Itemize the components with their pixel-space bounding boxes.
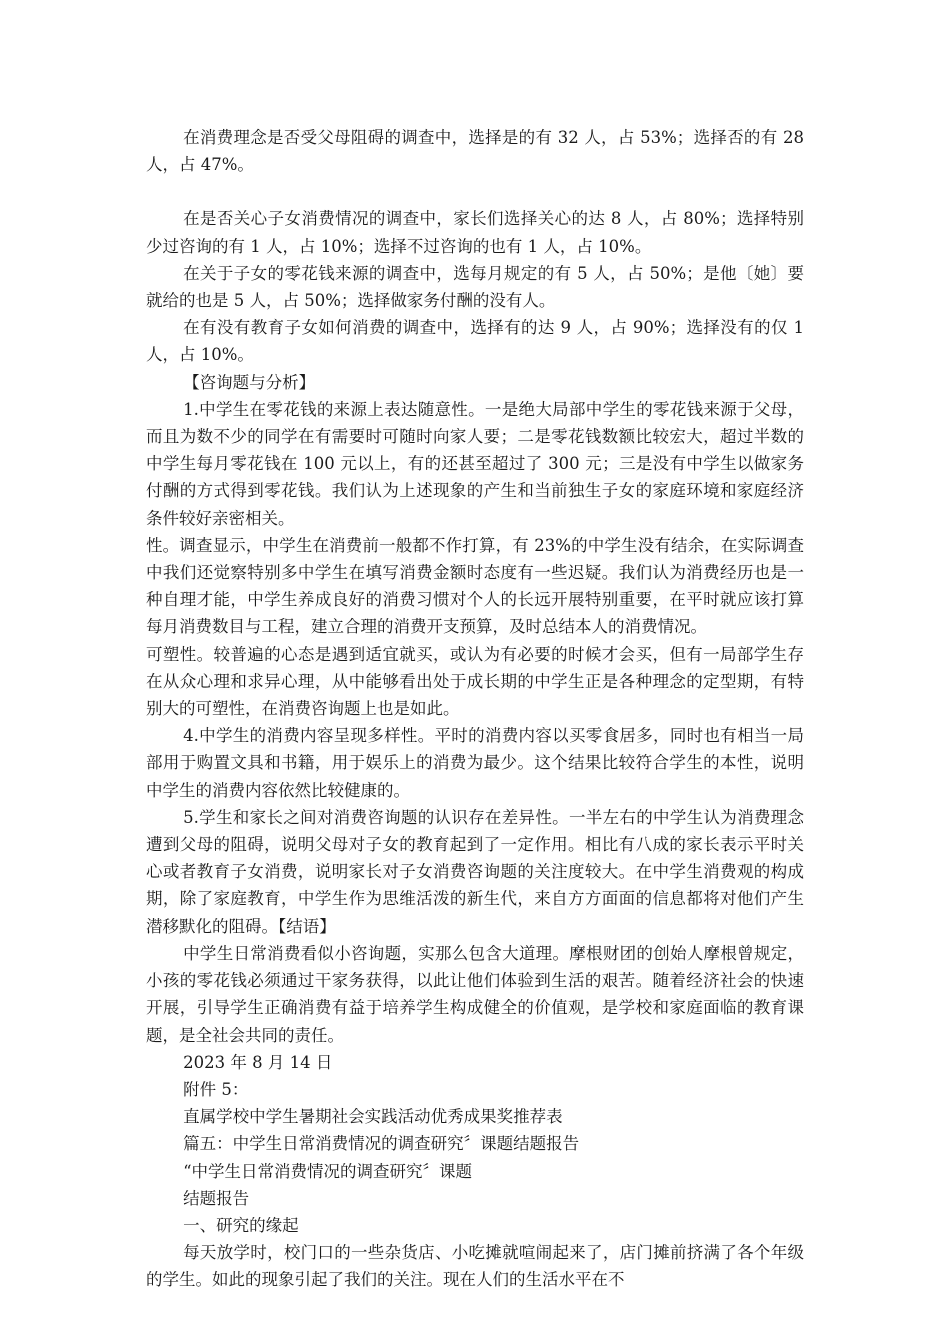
section-heading-origin: 一、研究的缘起 (183, 1215, 299, 1235)
paragraph-conclusion: 中学生日常消费看似小咨询题，实那么包含大道理。摩根财团的创始人摩根曾规定，小孩的零花钱必须通过干家务获得，以此让他们体验到生活的艰苦。随着经济社会的快速开展，引导学生正确消费有益于培养学生构成健全的价值观，是学校和家庭面临的教育课题，是全社会共同的责任。 (146, 943, 804, 1045)
paragraph-parent-care-survey: 在是否关心子女消费情况的调查中，家长们选择关心的达 8 人，占 80%；选择特别少过咨询的有 1 人，占 10%；选择不过咨询的也有 1 人，占 10%。 (146, 209, 805, 256)
paragraph-analysis-plasticity: 可塑性。较普遍的心态是遇到适宜就买，或认为有必要的时候才会买，但有一局部学生存在从众心理和求异心理，从中能够看出处于成长期的中学生正是各种理念的定型期，有特别大的可塑性，在消费咨询题上也是如此。 (146, 644, 804, 719)
report-title-line1: “中学生日常消费情况的调查研究〞课题 (183, 1161, 473, 1181)
paragraph-education-survey: 在有没有教育子女如何消费的调查中，选择有的达 9 人，占 90%；选择没有的仅 1 人，占 10%。 (146, 318, 804, 365)
date-line: 2023 年 8 月 14 日 (183, 1052, 333, 1072)
paragraph-parent-influence-survey: 在消费理念是否受父母阻碍的调查中，选择是的有 32 人，占 53%；选择否的有 28 人，占 47%。 (146, 128, 804, 175)
chapter-five-title: 篇五：中学生日常消费情况的调查研究〞课题结题报告 (183, 1134, 580, 1154)
attachment-label: 附件 5： (183, 1079, 249, 1099)
section-heading-analysis: 【咨询题与分析】 (183, 372, 316, 392)
paragraph-analysis-4: 4.中学生的消费内容呈现多样性。平时的消费内容以买零食居多，同时也有相当一局部用于购置文具和书籍，用于娱乐上的消费为最少。这个结果比较符合学生的本性，说明中学生的消费内容依然比较健康的。 (146, 726, 804, 800)
paragraph-analysis-1: 1.中学生在零花钱的来源上表达随意性。一是绝大局部中学生的零花钱来源于父母，而且为数不少的同学在有需要时可随时向家人要；二是零花钱数额比较宏大，超过半数的中学生每月零花钱在 100 元以上，有的还甚至超过了 300 元；三是没有中学生以做家务付酬的方式得到零花钱。我们认为上述现象的产生和当前独生子女的家庭环境和家庭经济条件较好亲密相关。 (146, 399, 804, 528)
blank-line (146, 178, 804, 205)
recommendation-form-title: 直属学校中学生暑期社会实践活动优秀成果奖推荐表 (183, 1107, 563, 1127)
paragraph-analysis-5: 5.学生和家长之间对消费咨询题的认识存在差异性。一半左右的中学生认为消费理念遭到父母的阻碍，说明父母对子女的教育起到了一定作用。相比有八成的家长表示平时关心或者教育子女消费，说明家长对子女消费咨询题的关注度较大。在中学生消费观的构成期，除了家庭教育，中学生作为思维活泼的新生代，来自方方面面的信息都将对他们产生潜移默化的阻碍。【结语】 (146, 807, 804, 936)
paragraph-origin: 每天放学时，校门口的一些杂货店、小吃摊就喧闹起来了，店门摊前挤满了各个年级的学生。如此的现象引起了我们的关注。现在人们的生活水平在不 (146, 1243, 804, 1290)
paragraph-analysis-planning: 性。调查显示，中学生在消费前一般都不作打算，有 23%的中学生没有结余，在实际调查中我们还觉察特别多中学生在填写消费金额时态度有一些迟疑。我们认为消费经历也是一种自理才能，中学生养成良好的消费习惯对个人的长远开展特别重要，在平时就应该打算每月消费数目与工程，建立合理的消费开支预算，及时总结本人的消费情况。 (146, 535, 804, 637)
report-title-line2: 结题报告 (183, 1188, 250, 1208)
paragraph-pocket-money-source-survey: 在关于子女的零花钱来源的调查中，选每月规定的有 5 人，占 50%；是他〔她〕要就给的也是 5 人，占 50%；选择做家务付酬的没有人。 (146, 263, 804, 311)
